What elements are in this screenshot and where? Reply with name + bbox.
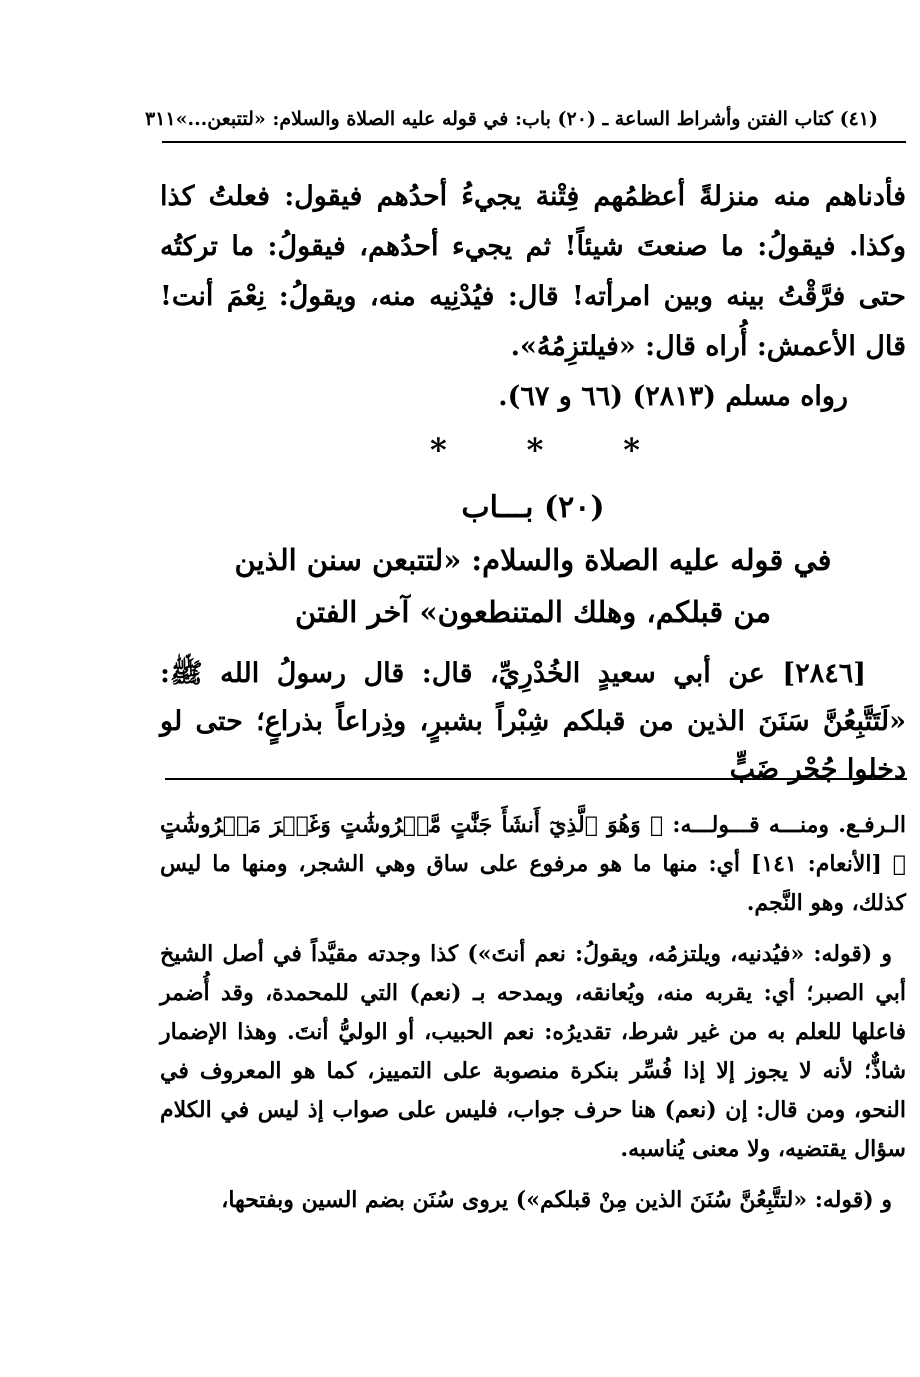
footnotes <box>160 806 906 1232</box>
footnote-paragraph-1: الـرفـع. ومنـــه قـــولـــه: ﴿ وَهُوَ ٱلَّذِيٓ أَنشَأَ جَنَّٰتٍ مَّعۡرُوشَٰتٍ وَغَيۡرَ مَعۡرُوشَٰتٍ ﴾ [الأنعام: ١٤١] أي: منها ما هو مرفوع على ساق وهي الشجر، ومنها ما ليس كذلك، وهو النَّجم. <box>160 812 906 916</box>
chapter-number: (٢٠) بـــاب <box>461 490 605 525</box>
chapter-heading <box>160 482 906 638</box>
hadith-block <box>160 650 906 794</box>
hadith-source: رواه مسلم (٢٨١٣) (٦٦ و ٦٧). <box>498 381 848 412</box>
hadith-continuation: فأدناهم منه منزلةً أعظمُهم فِتْنة يجيءُ أحدُهم فيقول: فعلتُ كذا وكذا. فيقولُ: ما صنعتَ شيئاً! ثم يجيء أحدُهم، فيقولُ: ما تركتُه حتى فرَّقْتُ بينه وبين امرأته! قال: فيُدْنِيه منه، ويقولُ: نِعْمَ أنت! قال الأعمش: أُراه قال: «فيلتزِمُهُ». <box>160 181 906 362</box>
chapter-title-line1: في قوله عليه الصلاة والسلام: «لتتبعن سنن الذين <box>234 543 832 577</box>
chapter-title-line2: من قبلكم، وهلك المتنطعون» آخر الفتن <box>294 595 772 629</box>
header-rule <box>162 141 906 143</box>
footnote-rule <box>165 778 907 780</box>
footnote-paragraph-3: و (قوله: «لتتَّبِعُنَّ سُنَنَ الذين مِنْ قبلكم») يروى سُنَن بضم السين وبفتحها، <box>221 1187 892 1213</box>
page-number: ٣١١ <box>144 108 176 130</box>
separator-star: * <box>526 431 544 469</box>
main-text <box>160 172 906 422</box>
section-separator <box>430 430 640 470</box>
hadith-text: [٢٨٤٦] عن أبي سعيدٍ الخُدْرِيِّ، قال: قال رسولُ الله ﷺ: «لَتَتَّبِعُنَّ سَنَنَ الذين من قبلكم شِبْراً بشبرٍ، وذِراعاً بذراعٍ؛ حتى لو دخلوا جُحْر ضَبٍّ <box>160 658 906 785</box>
separator-star: * <box>623 431 640 469</box>
running-header <box>144 100 878 138</box>
separator-star: * <box>430 431 447 469</box>
footnote-paragraph-2: و (قوله: «فيُدنيه، ويلتزمُه، ويقولُ: نعم أنتَ») كذا وجدته مقيَّداً في أصل الشيخ أبي الصبر؛ أي: يقربه منه، ويُعانقه، ويمدحه بـ (نعم) التي للمحمدة، وقد أُضمر فاعلها للعلم به من غير شرط، تقديرُه: نعم الحبيب، أو الوليُّ أنتَ. وهذا الإضمار شاذٌّ؛ لأنه لا يجوز إلا إذا فُسِّر بنكرة منصوبة على التمييز، كما هو المعروف في النحو، ومن قال: إن (نعم) هنا حرف جواب، فليس على صواب إذ ليس في الكلام سؤال يقتضيه، ولا معنى يُناسبه. <box>160 941 906 1162</box>
header-title: (٤١) كتاب الفتن وأشراط الساعة ـ (٢٠) باب: في قوله عليه الصلاة والسلام: «لتتبعن...» <box>175 108 878 130</box>
